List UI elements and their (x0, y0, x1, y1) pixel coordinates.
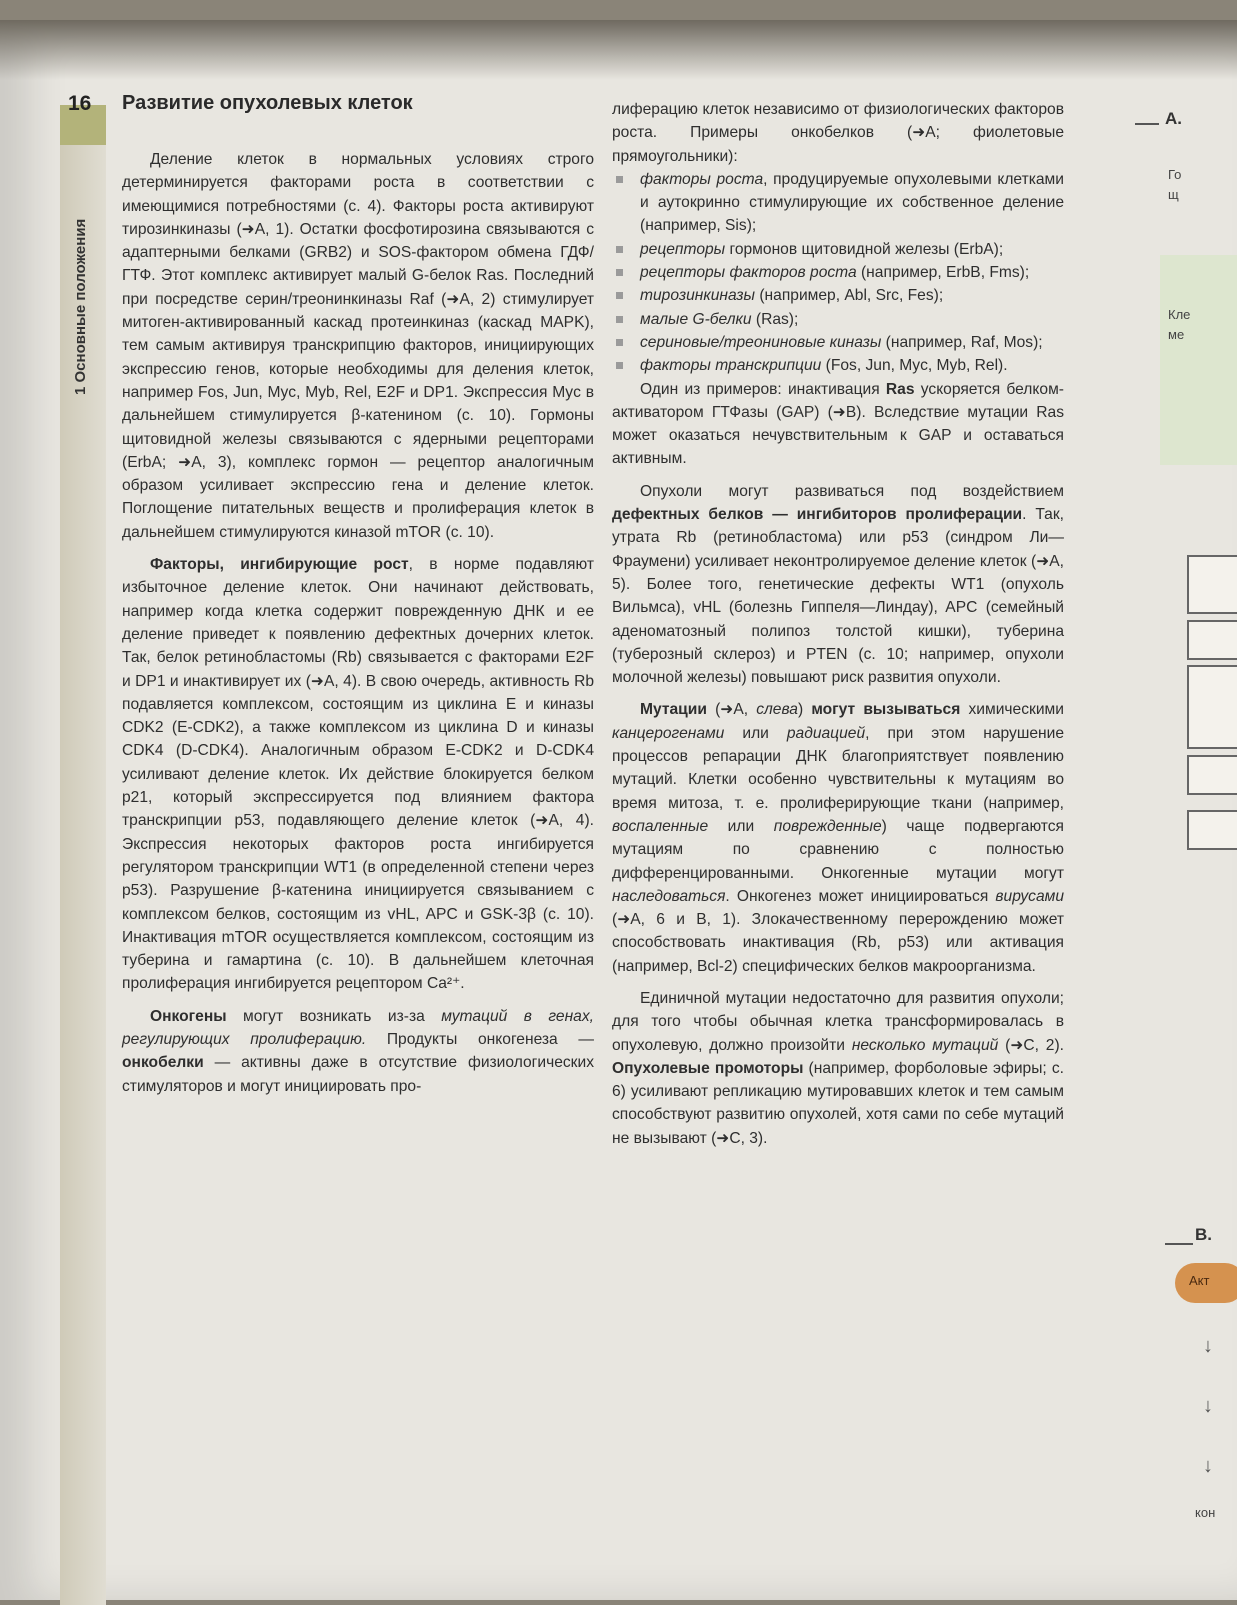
italic-term: вирусами (995, 887, 1064, 905)
top-shadow (0, 20, 1237, 80)
paragraph-ras (612, 378, 1064, 471)
figure-text-fragment: кон (1195, 1505, 1216, 1520)
paragraph-continuation: лиферацию клеток независимо от физиологических факторов роста. Примеры онкобелков (➜А; фиолетовые прямоугольники): (612, 101, 1064, 165)
arrow-down-icon: ↓ (1203, 1455, 1213, 1477)
text-span: (➜C, 2). (998, 1036, 1065, 1054)
text-span: . Так, утрата Rb (ретинобластома) или p53 (синдром Ли—Фраумени) усиливает неконтролируемое деление клеток (➜А, 5). Более того, генетические дефекты WT1 (опухоль Вильмса), vHL (болезнь Гиппеля—Линдау), APC (семейный аденоматозный полипоз толстой кишки), туберина (туберозный склероз) и PTEN (с. 10; например, опухоли молочной железы) повышают риск развития опухоли. (612, 506, 1064, 687)
right-column (612, 98, 1064, 1150)
paragraph-growth-inhibitors (122, 553, 594, 996)
text-span: гормонов щитовидной железы (ErbA); (725, 240, 1004, 258)
paragraph-mutations (612, 698, 1064, 978)
bold-term: Факторы, ингибирующие рост (150, 556, 409, 574)
text-span: Опухоли могут развиваться под воздействием (640, 482, 1064, 500)
italic-term: наследоваться (612, 887, 726, 905)
list-item (612, 354, 1064, 377)
bold-term: Мутации (640, 701, 707, 719)
list-item (612, 308, 1064, 331)
text-span: — активны даже в отсутствие физиологических стимуляторов и могут инициировать про- (122, 1054, 594, 1095)
bold-term: могут вызываться (811, 701, 961, 719)
text-span: (например, Abl, Src, Fes); (755, 287, 944, 305)
list-item (612, 168, 1064, 238)
italic-term: поврежденные (773, 817, 882, 835)
italic-term: малые G-белки (640, 310, 752, 328)
bold-term: Онкогены (150, 1007, 227, 1025)
left-column (122, 148, 594, 1098)
bullet-icon (616, 292, 623, 299)
figure-oval: Акт (1175, 1263, 1237, 1303)
figure-box (1187, 665, 1237, 749)
italic-term: факторы роста (640, 170, 764, 188)
italic-term: мутаций в генах, регулирующих пролиферацию. (122, 1007, 594, 1048)
bullet-icon (616, 269, 623, 276)
text-span: или (724, 724, 787, 742)
bullet-icon (616, 246, 623, 253)
figure-box (1187, 755, 1237, 795)
list-item (612, 261, 1064, 284)
italic-term: факторы транскрипции (640, 357, 822, 375)
figure-text-fragment: Го (1168, 167, 1182, 182)
chapter-side-label: 1 Основные положения (72, 218, 89, 395)
italic-term: рецепторы (640, 240, 726, 258)
text-span: Один из примеров: инактивация (640, 380, 886, 398)
text-span: могут возникать из-за (226, 1007, 442, 1025)
figure-a-rule (1135, 123, 1159, 125)
figure-a-label: A. (1165, 109, 1182, 128)
italic-term: слева (756, 701, 798, 719)
text-span: (➜А, (706, 701, 757, 719)
list-item (612, 284, 1064, 307)
oncoprotein-list (612, 168, 1064, 378)
text-span: Продукты онкогенеза — (366, 1030, 595, 1048)
bullet-icon (616, 176, 623, 183)
figure-b-label: B. (1195, 1225, 1212, 1244)
paragraph-defective-proteins (612, 480, 1064, 690)
text-span: ускоряется белком-активатором ГТФазы (GAP) (➜B). Вследствие мутации Ras может оказаться нечувствительным к GAP и оставаться активным. (612, 380, 1064, 468)
text-span: , при этом нарушение процессов репарации ДНК благоприятствует появлению мутаций. Клетки особенно чувствительны к мутациям во время митоза, т. е. пролиферирующие ткани (например, (612, 724, 1064, 812)
page-number: 16 (68, 92, 92, 115)
text-span: (например, Raf, Mos); (881, 333, 1043, 351)
arrow-down-icon: ↓ (1203, 1395, 1213, 1417)
text-span: (Fos, Jun, Myc, Myb, Rel). (821, 357, 1008, 375)
italic-term: воспаленные (612, 817, 709, 835)
bold-term: дефектных белков — ингибиторов пролиферации (612, 506, 1023, 524)
paragraph-multiple-mutations (612, 987, 1064, 1150)
text-span: , в норме подавляют избыточное деление клеток. Они начинают действовать, например когда клетка содержит поврежденную ДНК и ее деление приведет к появлению дефектных дочерних клеток. Так, белок ретинобластомы (Rb) связывается с факторами E2F и DP1 и инактивирует их (➜А, 4). В свою очередь, активность Rb подавляется комплексом, состоящим из циклина E и киназы CDK2 (E-CDK2), а также комплексом из циклина D и киназы CDK4 (D-CDK4). Аналогичным образом E-CDK2 и D-CDK4 усиливают деление клеток. Их действие блокируется белком p21, который экспрессируется под влиянием фактора транскрипции p53, подавляющего деление клеток (➜А, 4). Экспрессия некоторых факторов роста ингибируется регулятором транскрипции WT1 (в определенной степени через p53). Разрушение β-катенина инициируется связыванием с комплексом белков, состоящим из vHL, APC и GSK-3β (с. 10). Инактивация mTOR осуществляется комплексом, состоящим из туберина и гамартина (с. 10). В дальнейшем клеточная пролиферация ингибируется рецептором Ca²⁺. (122, 556, 594, 993)
figure-b-rule (1165, 1243, 1193, 1245)
text-span: (➜А, 6 и B, 1). Злокачественному перерождению может способствовать инактивация (Rb, p53) или активация (например, Bcl-2) специфических белков макроорганизма. (612, 911, 1064, 975)
text-span: ) (797, 701, 812, 719)
bullet-icon (616, 339, 623, 346)
bold-term: Опухолевые промоторы (612, 1059, 804, 1077)
text-span: химическими (960, 701, 1064, 719)
text-span: . Онкогенез может инициироваться (725, 887, 996, 905)
bold-term: Ras (885, 380, 915, 398)
figure-box (1187, 810, 1237, 850)
text-span: Единичной мутации недостаточно для развития опухоли; для того чтобы обычная клетка трансформировалась в опухолевую, должно произойти (612, 989, 1064, 1054)
figure-box (1187, 555, 1237, 614)
bullet-icon (616, 316, 623, 323)
italic-term: канцерогенами (612, 724, 725, 742)
figure-edge (1135, 95, 1237, 1575)
figure-green-panel (1160, 255, 1237, 465)
chapter-title: Развитие опухолевых клеток (122, 92, 413, 114)
text-span: или (708, 817, 774, 835)
text-span: (например, форболовые эфиры; с. 6) усиливают репликацию мутировавших клеток и тем самым способствуют развитию опухолей, хотя сами по себе мутаций не вызывают (➜C, 3). (612, 1059, 1064, 1147)
italic-term: радиацией (786, 724, 866, 742)
figure-text-fragment: ме (1168, 327, 1185, 342)
bullet-icon (616, 362, 623, 369)
italic-term: рецепторы факторов роста (640, 264, 857, 282)
paragraph-growth-factors: Деление клеток в нормальных условиях строго детерминируется факторами роста в соответствии с имеющимися потребностями (с. 4). Факторы роста активируют тирозинкиназы (➜А, 1). Остатки фосфотирозина связываются с адаптерными белками (GRB2) и SOS-фактором обмена ГДФ/ГТФ. Этот комплекс активирует малый G-белок Ras. Последний при посредстве серин/треонинкиназы Raf (➜А, 2) стимулирует митоген-активированный каскад протеинкиназ (каскад MAPK), тем самым активируя транскрипцию факторов, инициирующих экспрессию генов, которые необходимы для деления клеток, например Fos, Jun, Myc, Myb, Rel, E2F и DP1. Экспрессия Myc в дальнейшем стимулируется β-катенином (с. 10). Гормоны щитовидной железы связываются с ядерными рецепторами (ErbA; ➜А, 3), комплекс гормон — рецептор аналогичным образом усиливает экспрессию гена и деление клеток. Поглощение питательных веществ и пролиферация клеток в дальнейшем стимулируются киназой mTOR (с. 10). (122, 151, 594, 541)
arrow-down-icon: ↓ (1203, 1335, 1213, 1357)
text-span: ) чаще подвергаются мутациям по сравнению с полностью дифференцированными. Онкогенные мутации могут (612, 817, 1065, 882)
list-item (612, 238, 1064, 261)
figure-text-fragment: щ (1168, 187, 1179, 202)
text-span: , продуцируемые опухолевыми клетками и аутокринно стимулирующие их собственное деление (например, Sis); (640, 170, 1064, 235)
bold-term: онкобелки (122, 1054, 204, 1072)
italic-term: несколько мутаций (851, 1036, 999, 1054)
italic-term: сериновые/треониновые киназы (640, 333, 882, 351)
list-item (612, 331, 1064, 354)
italic-term: тирозинкиназы (640, 287, 756, 305)
figure-text-fragment: Кле (1168, 307, 1191, 322)
text-span: (например, ErbB, Fms); (856, 264, 1030, 282)
text-span: (Ras); (751, 310, 799, 328)
figure-box (1187, 620, 1237, 660)
paragraph-oncogenes (122, 1005, 594, 1098)
